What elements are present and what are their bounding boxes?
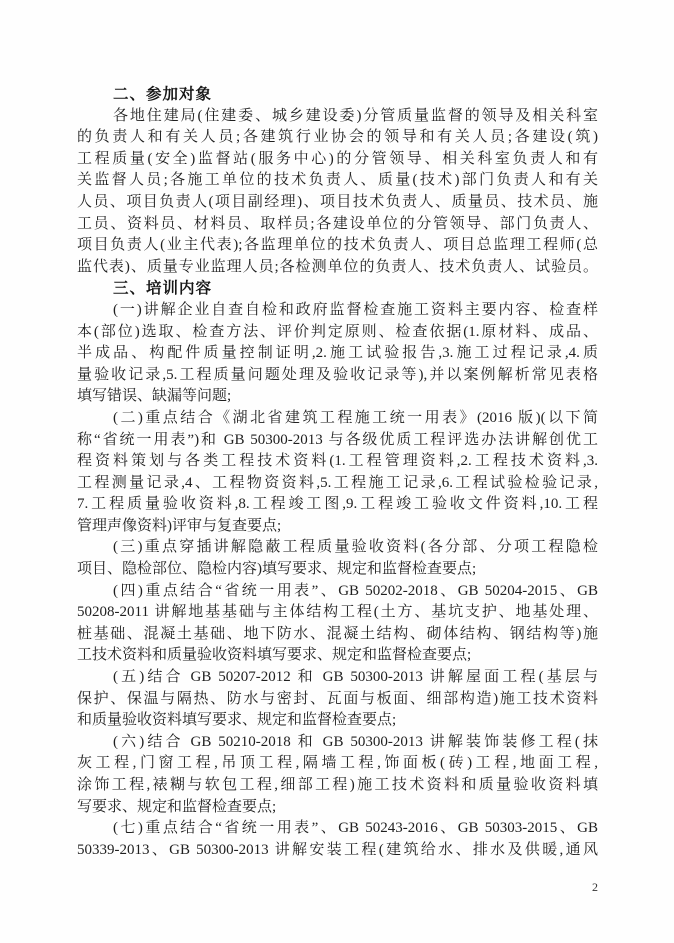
page-number: 2 [592,880,598,894]
paragraph-line: 灰工程,门窗工程,吊顶工程,隔墙工程,饰面板(砖)工程,地面工程, [77,755,598,772]
paragraph-line: 工程质量(安全)监督站(服务中心)的分管领导、相关科室负责人和有 [77,150,598,167]
paragraph-line: 监代表)、质量专业监理人员;各检测单位的负责人、技术负责人、试验员。 [77,258,598,275]
paragraph-line: 工技术资料和质量验收资料填写要求、规定和监督检查要点; [77,647,472,664]
paragraph-line: 本(部位)选取、检查方法、评价判定原则、检查依据(1.原材料、成品、 [77,323,598,340]
paragraph-line: 桩基础、混凝土基础、地下防水、混凝土结构、砌体结构、钢结构等)施 [77,625,598,642]
paragraph-line: 项目、隐检部位、隐检内容)填写要求、规定和监督检查要点; [77,561,477,578]
paragraph [77,300,598,408]
paragraph-line: 工程测量记录,4、工程物资资料,5.工程施工记录,6.工程试验检验记录, [77,474,598,491]
paragraph [77,106,598,279]
paragraph-line: 和质量验收资料填写要求、规定和监督检查要点; [77,712,397,729]
section-heading: 三、培训内容 [113,280,213,298]
paragraph-line: (七)重点结合“省统一用表”、GB 50243-2016、GB 50303-2015、GB [113,820,598,837]
paragraph-line: 量验收记录,5.工程质量问题处理及验收记录等),并以案例解析常见表格 [77,366,598,383]
paragraph-line: 半成品、构配件质量控制证明,2.施工试验报告,3.施工过程记录,4.质 [77,345,598,362]
paragraph [77,537,598,580]
paragraph-line: 写要求、规定和监督检查要点; [77,798,277,815]
paragraph-line: 的负责人和有关人员;各建筑行业协会的领导和有关人员;各建设(筑) [77,129,598,146]
paragraph-line: 50208-2011 讲解地基基础与主体结构工程(土方、基坑支护、地基处理、 [77,604,598,621]
paragraph-line: 填写错误、缺漏等问题; [77,388,232,405]
paragraph-line: 管理声像资料)评审与复查要点; [77,517,282,534]
paragraph-line: (三)重点穿插讲解隐蔽工程质量验收资料(各分部、分项工程隐检 [113,539,598,556]
paragraph-line: (五)结合 GB 50207-2012 和 GB 50300-2013 讲解屋面工程(基层与 [113,669,598,686]
paragraph [77,818,598,861]
paragraph-line: 称“省统一用表”)和 GB 50300-2013 与各级优质工程评选办法讲解创优工 [77,431,598,448]
paragraph [77,732,598,818]
section-heading: 二、参加对象 [113,86,213,103]
paragraph-line: 工员、资料员、材料员、取样员;各建设单位的分管领导、部门负责人、 [77,215,598,232]
paragraph-line: 关监督人员;各施工单位的技术负责人、质量(技术)部门负责人和有关 [77,172,598,189]
paragraph-line: 程资料策划与各类工程技术资料(1.工程管理资料,2.工程技术资料,3. [77,453,598,470]
paragraph [77,581,598,667]
document-content [77,84,598,861]
paragraph-line: (二)重点结合《湖北省建筑工程施工统一用表》(2016 版)(以下简 [113,409,598,426]
paragraph-line: 7.工程质量验收资料,8.工程竣工图,9.工程竣工验收文件资料,10.工程 [77,496,598,513]
paragraph-line: 项目负责人(业主代表);各监理单位的技术负责人、项目总监理工程师(总 [77,237,598,254]
paragraph [77,408,598,538]
paragraph-line: 各地住建局(住建委、城乡建设委)分管质量监督的领导及相关科室 [113,107,598,124]
paragraph-line: (四)重点结合“省统一用表”、GB 50202-2018、GB 50204-2015、GB [113,582,598,599]
paragraph-line: (一)讲解企业自查自检和政府监督检查施工资料主要内容、检查样 [113,301,598,318]
paragraph-line: 50339-2013、GB 50300-2013 讲解安装工程(建筑给水、排水及供暖,通风 [77,841,598,858]
paragraph-line: 保护、保温与隔热、防水与密封、瓦面与板面、细部构造)施工技术资料 [77,690,598,707]
paragraph-line: (六)结合 GB 50210-2018 和 GB 50300-2013 讲解装饰装修工程(抹 [113,733,598,750]
paragraph-line: 人员、项目负责人(项目副经理)、项目技术负责人、质量员、技术员、施 [77,193,598,210]
paragraph-line: 涂饰工程,裱糊与软包工程,细部工程)施工技术资料和质量验收资料填 [77,777,598,793]
paragraph [77,667,598,732]
